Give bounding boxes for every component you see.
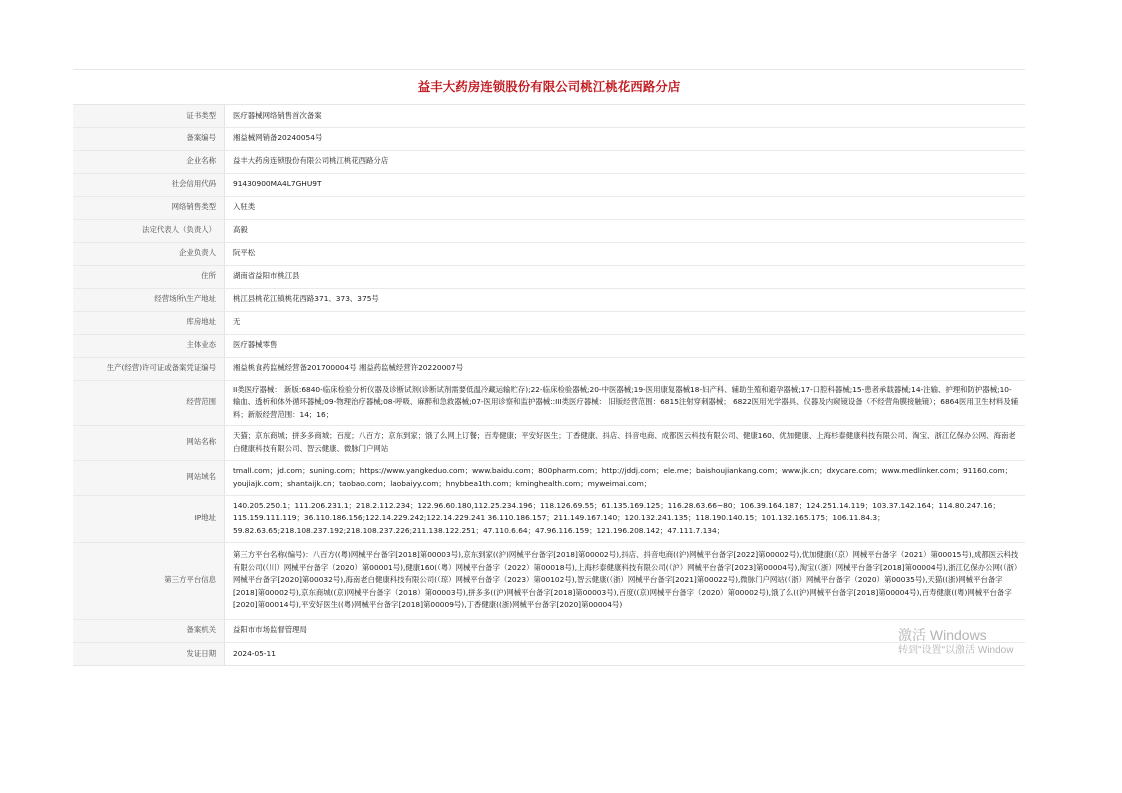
label-license-number: 生产(经营)许可证或备案凭证编号 xyxy=(73,357,225,380)
value-third-party-platforms: 第三方平台名称(编号)：八百方((粤)网械平台备字[2018]第00003号),京东到家((沪)网械平台备字[2018]第00002号),抖店、抖音电商((沪)网械平台备字[2022]第00002号),优加健康(（京）网械平台备字（2021）第00015号),成都医云科技有限公司(（川）网械平台备字（2020）第00001号),健康160(（粤）网械平台备字（2022）第00018号),上海杉泰健康科技有限公司(（沪）网械平台备字[2023]第00004号),淘宝(（浙）网械平台备字[2018]第00004号),浙江亿保办公网(（浙）网械平台备字[2020]第00032号),海南老白健康科技有限公司(（琼）网械平台备字（2023）第00102号),智云健康(（浙）网械平台备字[2021]第00022号),微脉门户网站(（浙）网械平台备字（2020）第00035号),天猫((浙)网械平台备字[2018]第00002号),京东商城((京)网械平台备字（2018）第00003号),拼多多((沪)网械平台备字[2018]第00003号),百度((京)网械平台备字（2020）第00002号),饿了么((沪)网械平台备字[2018]第00004号),百寿健康((粤)网械平台备字[2020]第00014号),平安好医生((粤)网械平台备字[2018]第00009号),丁香健康((浙)网械平台备字[2020]第00004号) xyxy=(225,542,1026,619)
row-enterprise-head xyxy=(73,242,1025,265)
row-credit-code xyxy=(73,173,1025,196)
row-certificate-type xyxy=(73,105,1025,127)
document-title: 益丰大药房连锁股份有限公司桃江桃花西路分店 xyxy=(73,70,1025,105)
row-license-number xyxy=(73,357,1025,380)
value-credit-code: 91430900MA4L7GHU9T xyxy=(225,173,1026,196)
value-ip-addresses: 140.205.250.1；111.206.231.1；218.2.112.234；122.96.60.180,112.25.234.196；118.126.69.55；61.135.169.125；116.28.63.66~80；106.39.164.187；124.251.14.119；103.37.142.164；114.80.247.16；115.159.111.119；36.110.186.156;122.14.229.242;122.14.229.241 36.110.186.157；211.149.167.140；120.132.241.135；118.190.140.15；101.132.165.175；106.11.84.3；59.82.63.65;218.108.237.192;218.108.237.226;211.138.122.251；47.110.6.64；47.96.116.159；121.196.208.142；47.111.7.134； xyxy=(225,495,1026,542)
value-filing-authority: 益阳市市场监督管理局 xyxy=(225,619,1026,642)
row-filing-authority xyxy=(73,619,1025,642)
value-issue-date: 2024-05-11 xyxy=(233,648,276,658)
value-company-name: 益丰大药房连锁股份有限公司桃江桃花西路分店 xyxy=(225,150,1026,173)
watermark-line-2: 转到"设置"以激活 Window xyxy=(898,645,1014,656)
value-business-address: 桃江县桃花江镇桃花西路371、373、375号 xyxy=(225,288,1026,311)
row-third-party-platforms xyxy=(73,542,1025,619)
row-issue-date xyxy=(73,642,1025,665)
row-business-form xyxy=(73,334,1025,357)
value-residence: 湖南省益阳市桃江县 xyxy=(225,265,1026,288)
label-filing-authority: 备案机关 xyxy=(73,619,225,642)
record-document xyxy=(73,69,1025,666)
label-sales-type: 网络销售类型 xyxy=(73,196,225,219)
label-credit-code: 社会信用代码 xyxy=(73,173,225,196)
value-record-number: 湘益械网销备20240054号 xyxy=(225,127,1026,150)
row-sales-type xyxy=(73,196,1025,219)
row-ip-addresses xyxy=(73,495,1025,542)
label-warehouse-address: 库房地址 xyxy=(73,311,225,334)
label-business-form: 主体业态 xyxy=(73,334,225,357)
row-website-domains xyxy=(73,460,1025,495)
row-legal-representative xyxy=(73,219,1025,242)
value-business-scope: II类医疗器械： 新版:6840-临床检验分析仪器及诊断试剂(诊断试剂需要低温冷藏运输贮存);22-临床检验器械;20-中医器械;19-医用康复器械18-妇产科、辅助生殖和避孕器械;17-口腔科器械;15-患者承载器械;14-注输、护理和防护器械;10-输血、透析和体外循环器械;09-物理治疗器械;08-呼吸、麻醉和急救器械;07-医用诊察和监护器械::III类医疗器械： 旧版经营范围：6815注射穿刺器械； 6822医用光学器具、仪器及内窥镜设备（不经营角膜接触镜）；6864医用卫生材料及辅料；新版经营范围：14；16； xyxy=(225,380,1026,425)
value-website-names: 天猫；京东商城；拼多多商城；百度；八百方；京东到家；饿了么网上订餐；百寿健康；平安好医生；丁香健康、抖店、抖音电商、成都医云科技有限公司、健康160、优加健康、上海杉泰健康科技有限公司、淘宝、浙江亿保办公网、海南老白健康科技有限公司、智云健康、微脉门户网站 xyxy=(225,425,1026,460)
value-website-domains: tmall.com；jd.com；suning.com；https://www.yangkeduo.com；www.baidu.com；800pharm.com；http://jddj.com；ele.me；baishoujiankang.com；www.jk.cn；dxycare.com；www.medlinker.com；91160.com；youjiajk.com；shantaijk.cn；taobao.com；laobaiyy.com；hnybbea1th.com；kminghealth.com；myweimai.com； xyxy=(225,460,1026,495)
label-record-number: 备案编号 xyxy=(73,127,225,150)
label-business-address: 经营场所\生产地址 xyxy=(73,288,225,311)
label-business-scope: 经营范围 xyxy=(73,380,225,425)
label-website-domains: 网站域名 xyxy=(73,460,225,495)
label-enterprise-head: 企业负责人 xyxy=(73,242,225,265)
label-certificate-type: 证书类型 xyxy=(73,105,225,127)
row-company-name xyxy=(73,150,1025,173)
label-third-party-platforms: 第三方平台信息 xyxy=(73,542,225,619)
row-warehouse-address xyxy=(73,311,1025,334)
row-website-names xyxy=(73,425,1025,460)
label-company-name: 企业名称 xyxy=(73,150,225,173)
row-record-number xyxy=(73,127,1025,150)
value-legal-representative: 高毅 xyxy=(225,219,1026,242)
label-website-names: 网站名称 xyxy=(73,425,225,460)
label-residence: 住所 xyxy=(73,265,225,288)
value-license-number: 湘益桃食药监械经营备201700004号 湘益药监械经营许20220007号 xyxy=(225,357,1026,380)
watermark-line-1: 激活 Windows xyxy=(898,627,987,643)
label-ip-addresses: IP地址 xyxy=(73,495,225,542)
row-residence xyxy=(73,265,1025,288)
value-certificate-type: 医疗器械网络销售首次备案 xyxy=(225,105,1026,127)
record-table xyxy=(73,105,1025,665)
label-issue-date: 发证日期 xyxy=(73,642,225,665)
value-sales-type: 入驻类 xyxy=(225,196,1026,219)
value-warehouse-address: 无 xyxy=(225,311,1026,334)
value-business-form: 医疗器械零售 xyxy=(225,334,1026,357)
value-enterprise-head: 阮平松 xyxy=(225,242,1026,265)
row-business-address xyxy=(73,288,1025,311)
label-legal-representative: 法定代表人（负责人） xyxy=(73,219,225,242)
row-business-scope xyxy=(73,380,1025,425)
